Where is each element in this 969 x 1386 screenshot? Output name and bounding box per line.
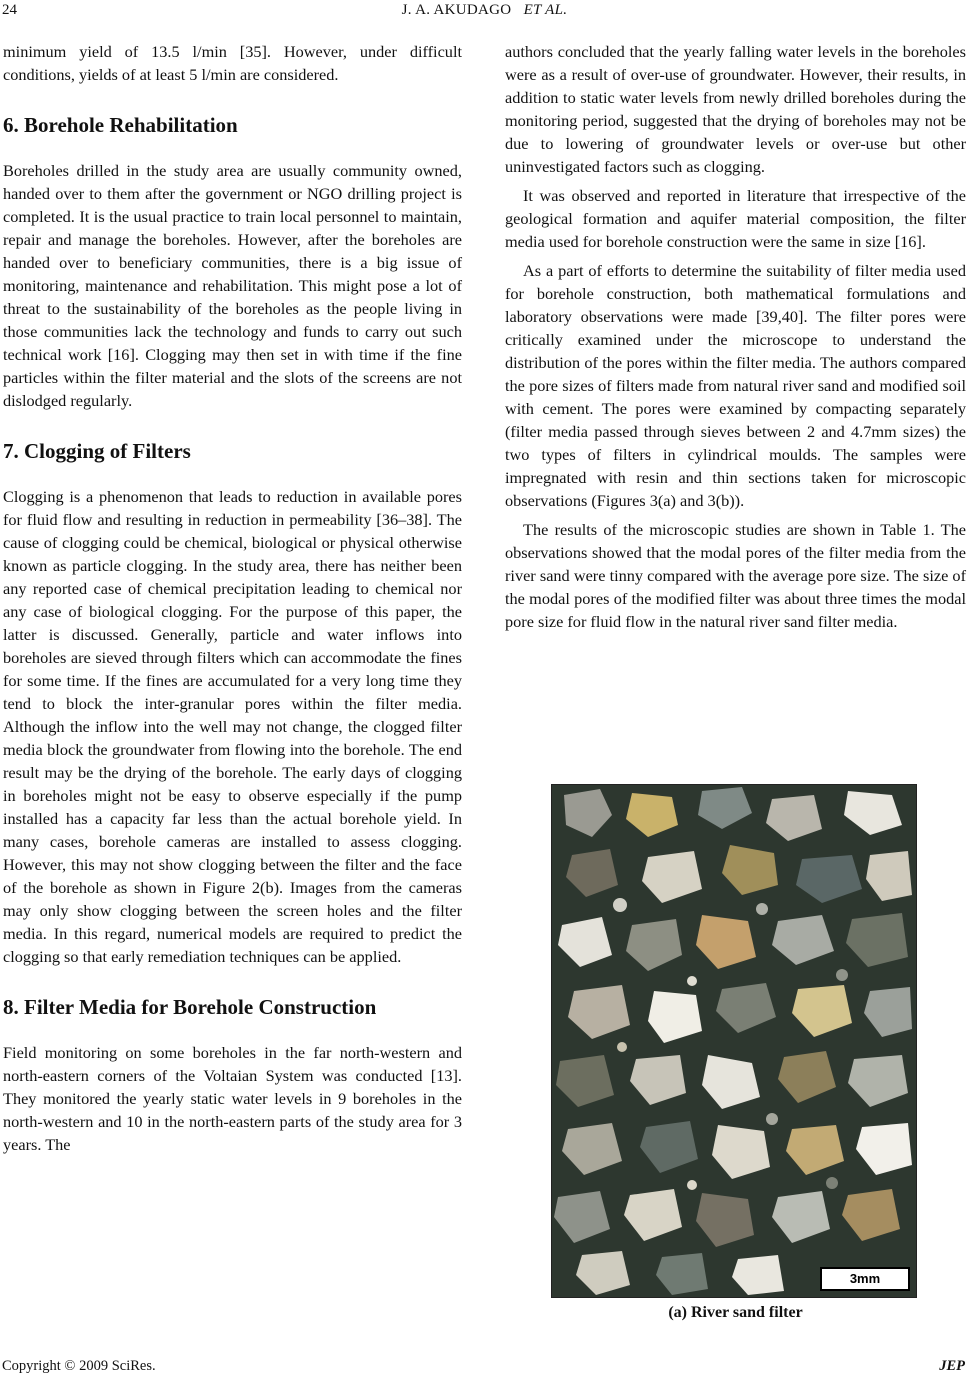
- section-6-heading: 6. Borehole Rehabilitation: [3, 113, 238, 137]
- right-paragraph-1: authors concluded that the yearly falling water levels in the boreholes were as a result of over-use of groundwater. However, their results, in addition to static water levels from newly drilled boreholes during the monitoring period, suggested that the drying of boreholes may not be due to lowering of groundwater levels or over-use but other uninvestigated factors such as clogging.: [505, 42, 966, 176]
- running-title: [0, 2, 969, 19]
- right-paragraph-2: It was observed and reported in literature that irrespective of the geological formation and aquifer material composition, the filter media used for borehole construction were the same in size [16].: [505, 186, 966, 251]
- right-paragraph-4: The results of the microscopic studies are shown in Table 1. The observations showed that the modal pores of the filter media from the river sand were tinny compared with the average pore size. The size of the modal pores of the modified filter was about three times the modal pore size for fluid flow in the natural river sand filter media.: [505, 520, 966, 631]
- paragraph-intro: minimum yield of 13.5 l/min [35]. However, under difficult conditions, yields of at least 5 l/min are considered.: [3, 42, 462, 84]
- right-column: [505, 40, 966, 633]
- page-header: [0, 2, 969, 26]
- page-number: 24: [2, 2, 17, 18]
- left-column: [3, 40, 462, 1156]
- running-author: J. A. AKUDAGO: [401, 2, 512, 18]
- section-8-paragraph: Field monitoring on some boreholes in the far north-western and north-eastern corners of the Voltaian System was conducted [13]. They monitored the yearly static water levels in 9 boreholes in the north-western and 10 in the north-eastern parts of the study area for 3 years. The: [3, 1043, 462, 1154]
- scale-bar: 3mm: [820, 1267, 910, 1291]
- running-etal: ET AL.: [523, 2, 568, 18]
- right-paragraph-3: As a part of efforts to determine the suitability of filter media used for borehole construction, both mathematical formulations and laboratory observations were made [39,40]. The filter pores were critically examined under the microscope to understand the distribution of the pores within the filter media. The authors compared the pore sizes of filters made from natural river sand and modified soil with cement. The pores were examined by compacting separately (filter media passed through sieves between 2 and 4.7mm sizes) the two types of filters in cylindrical moulds. The samples were impregnated with resin and thin sections taken for microscopic observations (Figures 3(a) and 3(b)).: [505, 261, 966, 510]
- micrograph-grains: [552, 785, 916, 1297]
- figure-caption: (a) River sand filter: [668, 1304, 803, 1321]
- section-7-heading: 7. Clogging of Filters: [3, 439, 191, 463]
- section-6-paragraph: Boreholes drilled in the study area are usually community owned, handed over to them after the government or NGO drilling project is completed. It is the usual practice to train local personnel to maintain, repair and manage the boreholes. However, after the boreholes are handed over to beneficiary communities, there is a big issue of monitoring, maintenance and rehabilitation. This might pose a lot of threat to the sustainability of the boreholes as the people living in those communities lack the technology and funds to carry out such technical work [16]. Clogging may then set in with time if the fine particles within the filter material and the slots of the screens are not dislodged regularly.: [3, 161, 462, 410]
- copyright-notice: Copyright © 2009 SciRes.: [2, 1358, 156, 1374]
- section-8-heading: 8. Filter Media for Borehole Construction: [3, 995, 377, 1019]
- journal-abbrev: JEP: [939, 1358, 965, 1374]
- river-sand-micrograph: [551, 784, 917, 1298]
- section-7-paragraph: Clogging is a phenomenon that leads to reduction in available pores for fluid flow and resulting in reduction in permeability [36–38]. The cause of clogging could be chemical, biological or physical otherwise known as particle clogging. In the study area, there has neither been any reported case of chemical precipitation leading to chemical nor any case of biological clogging. For the purpose of this paper, the latter is discussed. Generally, particle and water inflows into boreholes are sieved through filters which can accommodate the fines for some time. If the fines are accumulated for a very long time they tend to block the inter-granular pores within the filter media. Although the inflow into the well may not change, the clogged filter media block the groundwater from flowing into the borehole. The end result may be the drying of the borehole. The early days of clogging in boreholes might not be easy to observe especially if the pump installed has a capacity far less than the actual borehole yield. In many cases, borehole cameras are installed to assess clogging. However, this may not show clogging between the filter and the face of the borehole as shown in Figure 2(b). Images from the cameras may only show clogging between the screen holes and the filter media. In this regard, numerical models are required to predict the clogging so that early remediation techniques can be applied.: [3, 487, 462, 966]
